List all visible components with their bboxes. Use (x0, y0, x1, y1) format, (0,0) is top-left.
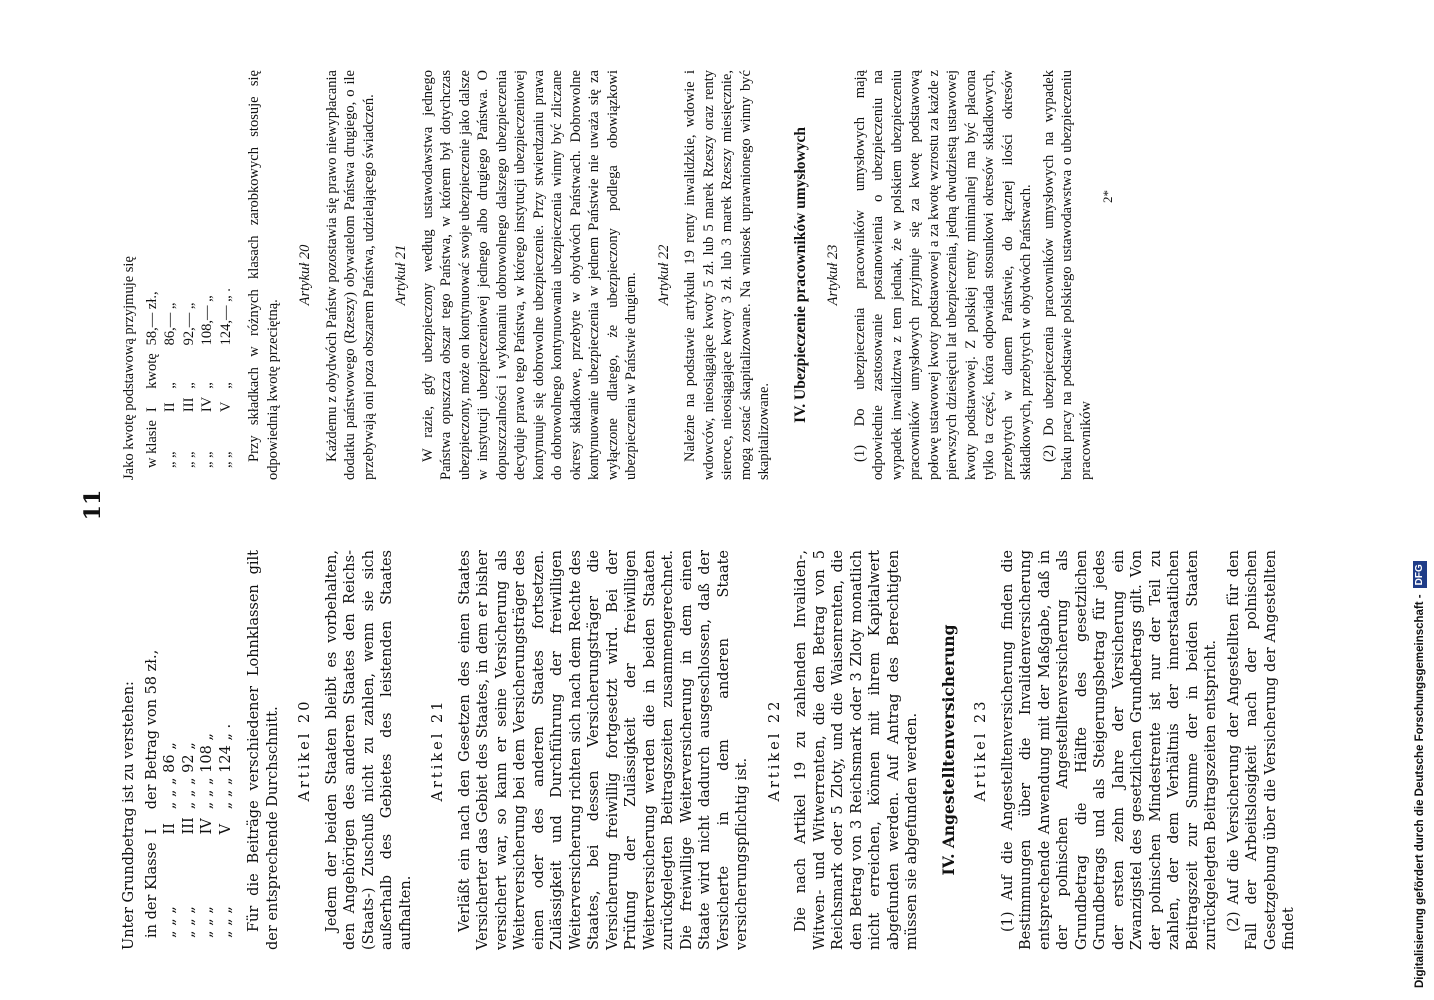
pl-rates-note: Przy składkach w różnych klasach zarobkowych stosuje się odpowiednią kwotę przeciętną. (246, 70, 281, 480)
pl-article-20-text: Każdemu z obydwóch Państw pozostawia się prawo niewypłacania dodatku państwowego (Rzeszy) obywatelom Państwa drugiego, o ile przebywają oni poza obszarem Państwa, udzielającego świadczeń. (323, 70, 377, 480)
pl-article-23-paragraph-2: (2) Do ubezpieczenia pracowników umysłowych na wypadek braku pracy na podstawie polskiego ustawodawstwa o ubezpieczeniu pracowników (1040, 70, 1094, 480)
pl-rate-cell: „ (180, 382, 197, 389)
de-rate-cell: „ „ „ (162, 906, 178, 938)
pl-rate-cell: „ „ (217, 451, 234, 468)
de-rates-note: Für die Beiträge verschiedener Lohnklassen gilt der entsprechende Durchschnitt. (246, 550, 281, 950)
pl-rates-table (143, 280, 236, 468)
de-rate-cell: III (180, 817, 197, 835)
footer-text: Digitalisierung gefördert durch die Deutsche Forschungsgemeinschaft - (1414, 594, 1426, 988)
de-rate-cell: „ „ „ 86 „ (162, 742, 178, 810)
de-article-22-title: Artikel 22 (766, 698, 783, 802)
pl-article-20-title: Artykuł 20 (297, 244, 313, 306)
pl-rate-cell: I (143, 407, 160, 413)
pl-rate-cell: „ „ (180, 451, 197, 468)
de-article-21-title: Artikel 21 (430, 698, 446, 802)
de-article-21-text: Verläßt ein nach den Gesetzen des einen Staates Versicherter das Gebiet des Staates, in dem er bisher versichert war, so kann er seine Versicherung als Weiterversicherung bei dem Versicherungsträger des einen oder des anderen Staates fortsetzen. Zulässigkeit und Durchführung der freiwilligen Weiterversicherung richten sich nach dem Rechte des Staates, bei dessen Versicherungsträger die Versicherung freiwillig fortgesetzt wird. Bei der Prüfung der Zulässigkeit der freiwilligen Weiterversicherung werden die in beiden Staaten zurückgelegten Beitragszeiten zusammengerechnet. Die freiwillige Weiterversicherung in dem einen Staate wird nicht dadurch ausgeschlossen, daß der Versicherte in dem anderen Staate versicherungspflichtig ist. (456, 550, 750, 950)
german-column (120, 550, 1303, 950)
de-rate-cell: V (217, 823, 234, 835)
pl-rate-cell: 86,— „ (162, 302, 178, 346)
footer-text-wrap (1408, 4, 1432, 992)
pl-rate-cell: „ (217, 382, 234, 389)
pl-rate-cell: III (180, 397, 197, 413)
polish-column (120, 70, 1118, 480)
de-rate-cell: II (162, 822, 178, 835)
pl-rate-cell: „ „ (199, 451, 215, 468)
pl-rate-cell: w klasie (143, 420, 160, 468)
pl-section-iv-heading: IV. Ubezpieczenie pracowników umysłowych (791, 127, 809, 423)
pl-rate-cell: 124,— „ . (217, 288, 234, 346)
pl-article-23-paragraph-1: (1) Do ubezpieczenia pracowników umysłowych mają odpowiednie zastosowanie postanowienia o ubezpieczeniu na wypadek inwalidztwa z tem jednak, że w polskiem ubezpieczeniu pracowników umysłowych przyjmuje się za kwotę podstawową połowę ustawowej kwoty podstawowej a za kwotę wzrostu za każde z pierwszych dziesięciu lat ubezpieczenia, jedną dwudziestą ustawowej kwoty podstawowej. Z polskiej renty minimalnej ma być płacona tylko ta część, która odpowiada stosunkowi okresów składkowych, przebytych w danem Państwie, do łącznej ilości okresów składkowych, przebytych w obydwóch Państwach. (851, 70, 1034, 480)
pl-rate-row (161, 280, 180, 468)
pl-rate-cell: kwotę (143, 353, 160, 389)
pl-rate-cell: V (217, 401, 234, 413)
pl-rate-row (143, 280, 162, 468)
de-section-iv-heading: IV. Angestelltenversicherung (938, 624, 958, 876)
page-number: 11 (80, 489, 106, 521)
de-article-20-text: Jedem der beiden Staaten bleibt es vorbehalten, den Angehörigen des anderen Staates den Reichs- (Staats-) Zuschuß nicht zu zahlen, wenn sie sich außerhalb des Gebietes des leistenden Staates aufhalten. (323, 550, 414, 950)
de-rate-cell: „ „ „ (180, 906, 197, 938)
rotated-page (50, 40, 1350, 970)
de-rates-intro: Unter Grundbetrag ist zu verstehen: (121, 681, 137, 950)
de-rate-cell: „ „ „ (199, 906, 215, 938)
de-rate-row (161, 642, 180, 938)
de-rate-cell: der Betrag von 58 zł., (143, 649, 160, 810)
pl-rates-intro: Jako kwotę podstawową przyjmuje się (121, 256, 137, 480)
dfg-footer (1408, 8, 1434, 992)
pl-rate-row (217, 280, 236, 468)
de-rate-cell: IV (199, 818, 215, 835)
pl-article-23-title: Artykuł 23 (825, 244, 841, 306)
de-rate-row (217, 642, 236, 938)
pl-rate-cell: IV (199, 396, 215, 413)
de-article-23-paragraph-1: (1) Auf die Angestelltenversicherung finden die Bestimmungen über die Invalidenversicherung entsprechende Anwendung mit der Maßgabe, daß in der polnischen Angestelltenversicherung als Grundbetrag die Hälfte des gesetzlichen Grundbetrags und als Steigerungsbetrag für jedes der ersten zehn Jahre der Versicherung ein Zwanzigstel des gesetzlichen Grundbetrags gilt. Von der polnischen Mindestrente ist nur der Teil zu zahlen, der dem Verhältnis der innerstaatlichen Beitragszeit zur Summe der in beiden Staaten zurückgelegten Beitragszeiten entspricht. (999, 550, 1219, 950)
signature-mark: 2* (1100, 190, 1115, 203)
de-rate-row (198, 642, 217, 938)
de-rate-cell: „ „ „ (217, 906, 234, 938)
pl-rate-cell: 108,— „ (199, 295, 215, 346)
de-rate-cell: „ „ „ 108 „ (199, 733, 215, 810)
pl-rate-row (198, 280, 217, 468)
pl-rate-cell: 58,— zł., (143, 291, 160, 346)
pl-rate-cell: II (162, 402, 178, 413)
de-article-20-title: Artikel 20 (297, 698, 313, 802)
pl-rate-cell: 92,— „ (180, 302, 197, 346)
pl-article-21-title: Artykuł 21 (393, 244, 409, 306)
pl-article-22-text: Należne na podstawie artykułu 19 renty inwalidzkie, wdowie i wdowców, nieosiągające kwoty 5 zł. lub 5 marek Rzeszy oraz renty sieroce, nieosiągające kwoty 3 zł. lub 3 marek Rzeszy miesięcznie, mogą zostać skapitalizowane. Na wniosek uprawnionego winny być skapitalizowane. (682, 70, 772, 480)
pl-rate-cell: „ (162, 382, 178, 389)
de-rates-table (143, 642, 236, 938)
de-rate-cell: in der Klasse (143, 842, 160, 938)
de-article-23-paragraph-2: (2) Auf die Versicherung der Angestellten für den Fall der Arbeitslosigkeit nach der polnischen Gesetzgebung über die Versicherung der Angestellten findet (1225, 550, 1297, 950)
pl-article-22-title: Artykuł 22 (655, 244, 672, 306)
de-article-23-title: Artikel 23 (973, 698, 989, 802)
de-rate-cell: „ „ „ 92 „ (180, 742, 197, 810)
pl-rate-row (180, 280, 199, 468)
de-rate-cell: I (143, 828, 160, 835)
de-rate-cell: „ „ „ 124 „ . (217, 723, 234, 810)
pl-rate-cell: „ „ (162, 451, 178, 468)
dfg-logo: DFG (1413, 561, 1427, 588)
de-rate-row (180, 642, 199, 938)
de-rate-row (143, 642, 162, 938)
pl-article-21-text: W razie, gdy ubezpieczony według ustawodawstwa jednego Państwa opuszcza obszar tego Państwa, w którem był dotychczas ubezpieczony, może on kontynuować swoje ubezpieczenie jako dalsze w instytucji ubezpieczeniowej jednego albo drugiego Państwa. O dopuszczalności i wykonaniu dobrowolnego dalszego ubezpieczenia decyduje prawo tego Państwa, w którego instytucji ubezpieczeniowej kontynuuje się dobrowolne ubezpieczenie. Przy stwierdzaniu prawa do dobrowolnego kontynuowania ubezpieczenia winny być zliczane okresy składkowe, przebyte w obydwóch Państwach. Dobrowolne kontynuowanie ubezpieczenia w jednem Państwie nie uważa się za wyłączone dlatego, że ubezpieczony podlega obowiązkowi ubezpieczenia w Państwie drugiem. (419, 70, 639, 480)
de-article-22-text: Die nach Artikel 19 zu zahlenden Invaliden-, Witwen- und Witwerrenten, die den Betrag von 5 Reichsmark oder 5 Zloty, und die Waisenrenten, die den Betrag von 3 Reichsmark oder 3 Zloty monatlich nicht erreichen, können mit ihrem Kapitalwert abgefunden werden. Auf Antrag des Berechtigten müssen sie abgefunden werden. (793, 550, 920, 950)
pl-rate-cell: „ (199, 382, 215, 389)
